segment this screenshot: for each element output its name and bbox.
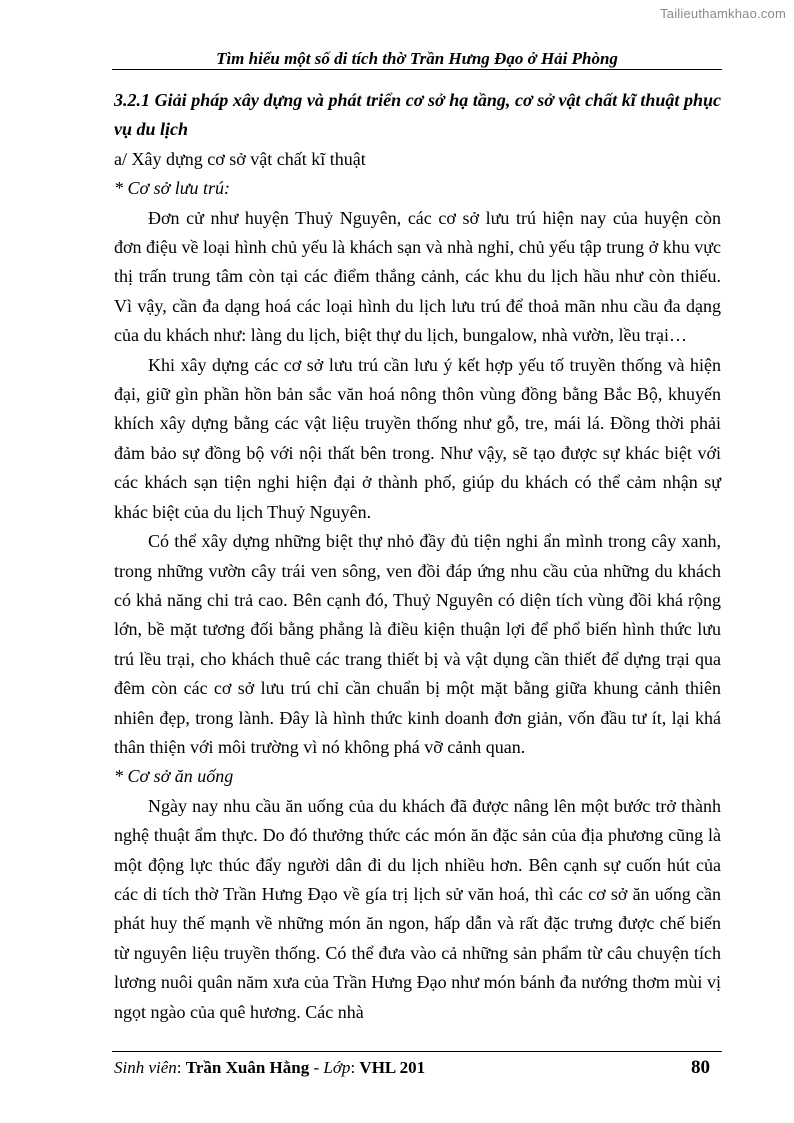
footer-divider [112, 1051, 722, 1052]
section-heading: 3.2.1 Giải pháp xây dựng và phát triển cơ sở hạ tầng, cơ sở vật chất kĩ thuật phục vụ du lịch [114, 90, 721, 140]
paragraph: Đơn cử như huyện Thuỷ Nguyên, các cơ sở lưu trú hiện nay của huyện còn đơn điệu về loại hình chủ yếu là khách sạn và nhà nghỉ, chủ yếu tập trung ở khu vực thị trấn trung tâm còn tại các điểm thắng cảnh, các khu du lịch hầu như còn thiếu. Vì vậy, cần đa dạng hoá các loại hình du lịch lưu trú để thoả mãn nhu cầu đa dạng của du khách như: làng du lịch, biệt thự du lịch, bungalow, nhà vườn, lều trại… [114, 207, 721, 346]
class-label: Lớp [323, 1058, 351, 1077]
page-number: 80 [691, 1057, 710, 1078]
document-body [114, 86, 721, 1027]
paragraph: Ngày nay nhu cầu ăn uống của du khách đã được nâng lên một bước trở thành nghệ thuật ẩm thực. Do đó thưởng thức các món ăn đặc sản của địa phương cũng là một động lực thúc đẩy người dân đi du lịch nhiều hơn. Bên cạnh sự cuốn hút của các di tích thờ Trần Hưng Đạo về gía trị lịch sử văn hoá, thì các cơ sở ăn uống cần phát huy thế mạnh về những món ăn ngon, hấp dẫn và rất đặc trưng được chế biến từ nguyên liệu truyền thống. Có thể đưa vào cả những sản phẩm từ câu chuyện tích lương nuôi quân năm xưa của Trần Hưng Đạo như món bánh đa nướng thơm mùi vị ngọt ngào của quê hương. Các nhà [114, 795, 721, 1022]
watermark: Tailieuthamkhao.com [660, 6, 786, 21]
header-divider [112, 69, 722, 70]
lodging-heading: * Cơ sở lưu trú: [114, 178, 231, 199]
subsection-heading: a/ Xây dựng cơ sở vật chất kĩ thuật [114, 148, 366, 169]
dining-heading: * Cơ sở ăn uống [114, 766, 234, 787]
class-value: VHL 201 [359, 1058, 426, 1077]
page-header-title: Tìm hiểu một số di tích thờ Trần Hưng Đạo ở Hải Phòng [216, 49, 618, 68]
student-name: Trần Xuân Hằng [185, 1058, 310, 1077]
student-label: Sinh viên [114, 1058, 177, 1077]
paragraph: Có thể xây dựng những biệt thự nhỏ đầy đủ tiện nghi ẩn mình trong cây xanh, trong những vườn cây trái ven sông, ven đồi đáp ứng nhu cầu của những du khách có khả năng chi trả cao. Bên cạnh đó, Thuỷ Nguyên có diện tích vùng đồi khá rộng lớn, bề mặt tương đối bằng phẳng là điều kiện thuận lợi để phổ biến hình thức lưu trú lều trại, cho khách thuê các trang thiết bị và vật dụng cần thiết để dựng trại qua đêm còn các cơ sở lưu trú chỉ cần chuẩn bị một mặt bằng giữa khung cảnh thiên nhiên đẹp, trong lành. Đây là hình thức kinh doanh đơn giản, vốn đầu tư ít, lại khá thân thiện với môi trường vì nó không phá vỡ cảnh quan. [114, 531, 721, 757]
paragraph: Khi xây dựng các cơ sở lưu trú cần lưu ý kết hợp yếu tố truyền thống và hiện đại, giữ gìn phần hồn bản sắc văn hoá nông thôn vùng đồng bằng Bắc Bộ, khuyến khích xây dựng bằng các vật liệu truyền thống như gỗ, tre, mái lá. Đồng thời phải đảm bảo sự đồng bộ với nội thất bên trong. Như vậy, sẽ tạo được sự khác biệt với các khách sạn tiện nghi hiện đại ở thành phố, giúp du khách có thể cảm nhận sự khác biệt của du lịch Thuỷ Nguyên. [114, 354, 721, 522]
page-footer: Sinh viên: Trần Xuân Hằng - Lớp: VHL 201 80 [114, 1055, 710, 1081]
